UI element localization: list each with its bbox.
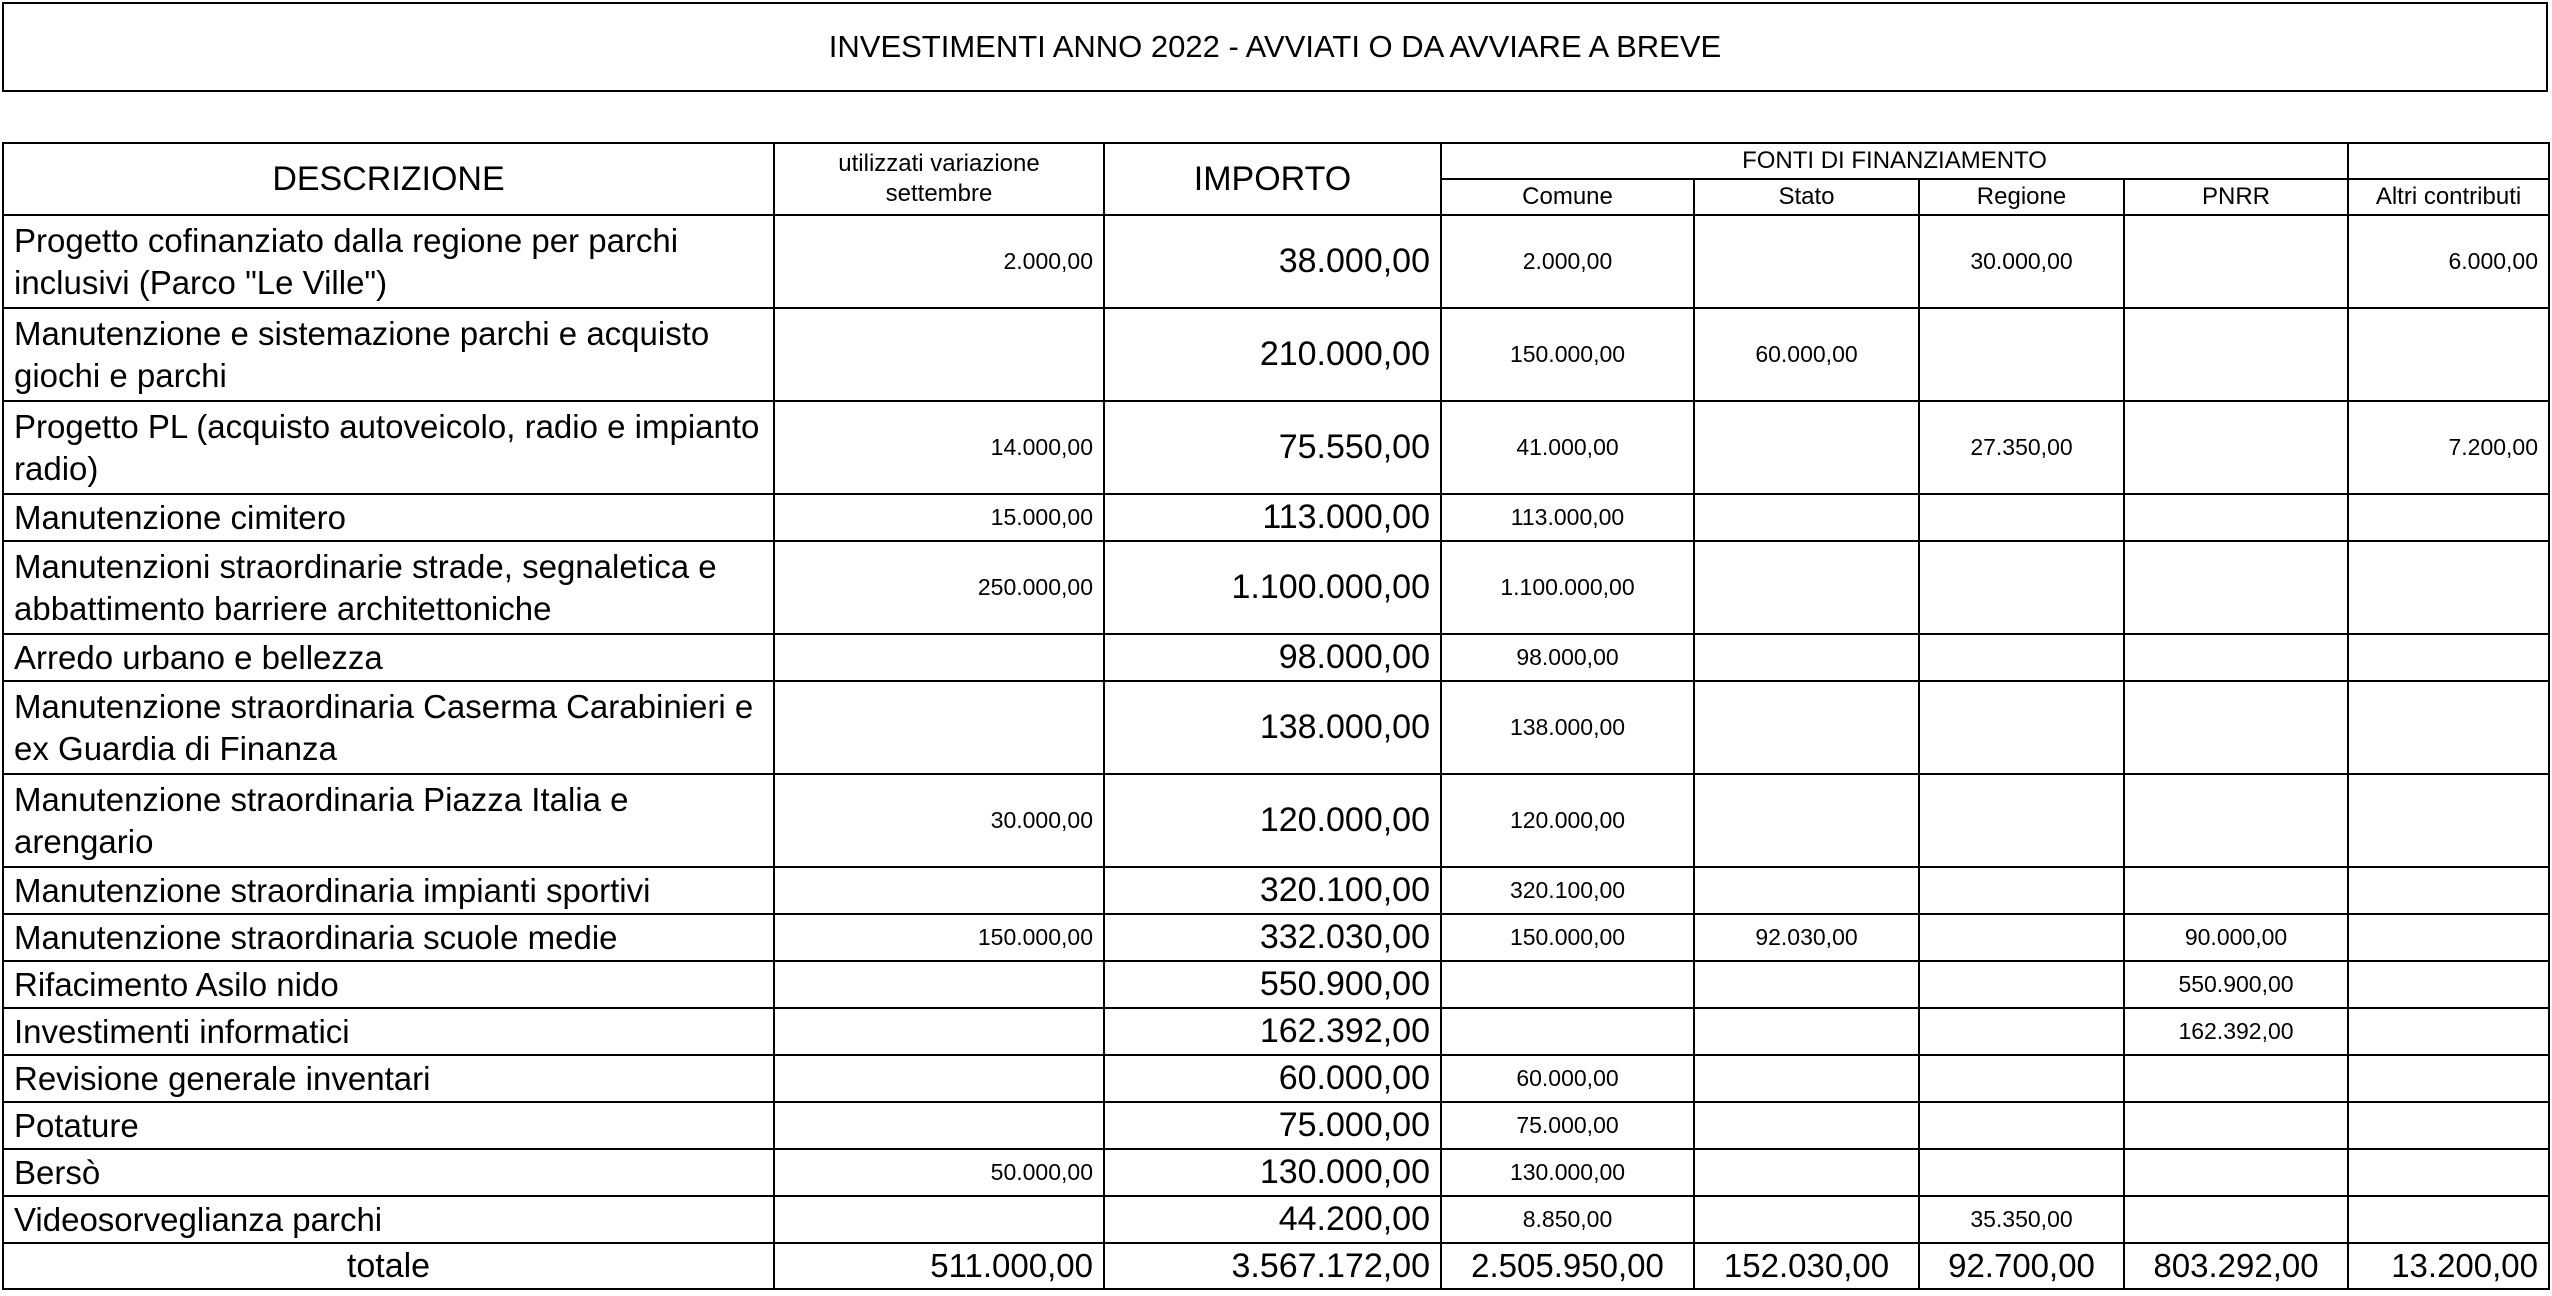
table-row [3, 1149, 2549, 1196]
cell-stato [1694, 867, 1919, 914]
cell-importo: 138.000,00 [1104, 681, 1441, 774]
cell-comune: 150.000,00 [1441, 914, 1694, 961]
cell-importo: 1.100.000,00 [1104, 541, 1441, 634]
table-row [3, 914, 2549, 961]
cell-stato [1694, 1196, 1919, 1243]
cell-descrizione: Bersò [3, 1149, 774, 1196]
cell-regione [1919, 914, 2124, 961]
cell-utilizzati [774, 1055, 1104, 1102]
cell-comune: 8.850,00 [1441, 1196, 1694, 1243]
cell-altri [2348, 541, 2549, 634]
cell-stato [1694, 541, 1919, 634]
cell-comune: 41.000,00 [1441, 401, 1694, 494]
cell-importo: 210.000,00 [1104, 308, 1441, 401]
cell-utilizzati [774, 961, 1104, 1008]
cell-comune: 130.000,00 [1441, 1149, 1694, 1196]
cell-descrizione: Manutenzione straordinaria scuole medie [3, 914, 774, 961]
cell-altri [2348, 961, 2549, 1008]
cell-stato [1694, 1102, 1919, 1149]
cell-utilizzati [774, 1196, 1104, 1243]
cell-pnrr [2124, 681, 2348, 774]
table-row [3, 541, 2549, 634]
cell-regione [1919, 541, 2124, 634]
cell-pnrr [2124, 494, 2348, 541]
table-row [3, 681, 2549, 774]
table-row [3, 494, 2549, 541]
cell-altri [2348, 681, 2549, 774]
cell-descrizione: Manutenzioni straordinarie strade, segnaletica e abbattimento barriere architettoniche [3, 541, 774, 634]
header-stato: Stato [1694, 179, 1919, 215]
total-regione: 92.700,00 [1919, 1243, 2124, 1289]
cell-utilizzati [774, 681, 1104, 774]
header-pnrr: PNRR [2124, 179, 2348, 215]
cell-regione [1919, 1149, 2124, 1196]
cell-regione [1919, 867, 2124, 914]
cell-regione [1919, 1055, 2124, 1102]
cell-importo: 120.000,00 [1104, 774, 1441, 867]
cell-descrizione: Manutenzione cimitero [3, 494, 774, 541]
cell-importo: 162.392,00 [1104, 1008, 1441, 1055]
header-fonti-finanziamento: FONTI DI FINANZIAMENTO [1441, 143, 2348, 179]
cell-altri [2348, 1055, 2549, 1102]
cell-utilizzati [774, 634, 1104, 681]
cell-descrizione: Manutenzione straordinaria Caserma Carabinieri e ex Guardia di Finanza [3, 681, 774, 774]
totals-row [3, 1243, 2549, 1289]
cell-importo: 113.000,00 [1104, 494, 1441, 541]
cell-comune: 120.000,00 [1441, 774, 1694, 867]
cell-regione [1919, 681, 2124, 774]
cell-altri [2348, 1149, 2549, 1196]
investments-table [2, 142, 2550, 1290]
header-importo: IMPORTO [1104, 143, 1441, 215]
cell-regione [1919, 1008, 2124, 1055]
cell-regione [1919, 1102, 2124, 1149]
cell-importo: 60.000,00 [1104, 1055, 1441, 1102]
cell-pnrr [2124, 401, 2348, 494]
table-row [3, 867, 2549, 914]
table-row [3, 1055, 2549, 1102]
cell-pnrr [2124, 1055, 2348, 1102]
cell-pnrr [2124, 1196, 2348, 1243]
table-row [3, 1196, 2549, 1243]
table-row [3, 215, 2549, 308]
cell-comune: 2.000,00 [1441, 215, 1694, 308]
cell-regione: 35.350,00 [1919, 1196, 2124, 1243]
cell-descrizione: Videosorveglianza parchi [3, 1196, 774, 1243]
cell-altri [2348, 1008, 2549, 1055]
cell-pnrr [2124, 634, 2348, 681]
cell-regione [1919, 634, 2124, 681]
cell-descrizione: Rifacimento Asilo nido [3, 961, 774, 1008]
cell-regione: 27.350,00 [1919, 401, 2124, 494]
cell-stato [1694, 401, 1919, 494]
cell-comune: 98.000,00 [1441, 634, 1694, 681]
cell-altri [2348, 914, 2549, 961]
table-row [3, 774, 2549, 867]
cell-regione [1919, 494, 2124, 541]
cell-comune: 1.100.000,00 [1441, 541, 1694, 634]
cell-descrizione: Manutenzione e sistemazione parchi e acquisto giochi e parchi [3, 308, 774, 401]
header-descrizione: DESCRIZIONE [3, 143, 774, 215]
cell-importo: 98.000,00 [1104, 634, 1441, 681]
cell-importo: 130.000,00 [1104, 1149, 1441, 1196]
cell-utilizzati [774, 1102, 1104, 1149]
table-row [3, 401, 2549, 494]
cell-utilizzati: 50.000,00 [774, 1149, 1104, 1196]
cell-stato [1694, 774, 1919, 867]
cell-descrizione: Arredo urbano e bellezza [3, 634, 774, 681]
cell-descrizione: Manutenzione straordinaria impianti sportivi [3, 867, 774, 914]
table-row [3, 634, 2549, 681]
cell-pnrr [2124, 215, 2348, 308]
header-altri-contributi: Altri contributi [2348, 179, 2549, 215]
cell-altri [2348, 867, 2549, 914]
total-importo: 3.567.172,00 [1104, 1243, 1441, 1289]
cell-comune [1441, 961, 1694, 1008]
header-regione: Regione [1919, 179, 2124, 215]
table-row [3, 1102, 2549, 1149]
cell-utilizzati: 30.000,00 [774, 774, 1104, 867]
cell-pnrr: 162.392,00 [2124, 1008, 2348, 1055]
cell-regione [1919, 774, 2124, 867]
cell-importo: 75.550,00 [1104, 401, 1441, 494]
cell-altri [2348, 634, 2549, 681]
cell-descrizione: Investimenti informatici [3, 1008, 774, 1055]
table-row [3, 308, 2549, 401]
cell-regione [1919, 308, 2124, 401]
cell-stato [1694, 1008, 1919, 1055]
cell-regione: 30.000,00 [1919, 215, 2124, 308]
cell-utilizzati [774, 1008, 1104, 1055]
cell-altri [2348, 1102, 2549, 1149]
cell-descrizione: Revisione generale inventari [3, 1055, 774, 1102]
table-row [3, 961, 2549, 1008]
totals-label: totale [3, 1243, 774, 1289]
cell-importo: 550.900,00 [1104, 961, 1441, 1008]
total-stato: 152.030,00 [1694, 1243, 1919, 1289]
cell-pnrr [2124, 1102, 2348, 1149]
cell-utilizzati: 15.000,00 [774, 494, 1104, 541]
cell-pnrr [2124, 867, 2348, 914]
cell-stato [1694, 681, 1919, 774]
cell-stato: 92.030,00 [1694, 914, 1919, 961]
header-utilizzati: utilizzati variazione settembre [774, 143, 1104, 215]
cell-utilizzati: 14.000,00 [774, 401, 1104, 494]
cell-comune: 113.000,00 [1441, 494, 1694, 541]
cell-altri [2348, 308, 2549, 401]
cell-comune: 150.000,00 [1441, 308, 1694, 401]
cell-stato [1694, 961, 1919, 1008]
cell-utilizzati: 150.000,00 [774, 914, 1104, 961]
total-altri: 13.200,00 [2348, 1243, 2549, 1289]
cell-stato: 60.000,00 [1694, 308, 1919, 401]
cell-stato [1694, 634, 1919, 681]
cell-stato [1694, 1149, 1919, 1196]
cell-descrizione: Manutenzione straordinaria Piazza Italia e arengario [3, 774, 774, 867]
header-blank [2348, 143, 2549, 179]
cell-pnrr: 550.900,00 [2124, 961, 2348, 1008]
cell-importo: 320.100,00 [1104, 867, 1441, 914]
cell-altri [2348, 774, 2549, 867]
cell-pnrr [2124, 308, 2348, 401]
cell-altri: 6.000,00 [2348, 215, 2549, 308]
cell-pnrr: 90.000,00 [2124, 914, 2348, 961]
cell-pnrr [2124, 1149, 2348, 1196]
cell-utilizzati [774, 308, 1104, 401]
cell-regione [1919, 961, 2124, 1008]
cell-utilizzati: 250.000,00 [774, 541, 1104, 634]
cell-altri [2348, 494, 2549, 541]
cell-comune: 320.100,00 [1441, 867, 1694, 914]
cell-altri [2348, 1196, 2549, 1243]
cell-stato [1694, 494, 1919, 541]
cell-altri: 7.200,00 [2348, 401, 2549, 494]
cell-descrizione: Potature [3, 1102, 774, 1149]
cell-utilizzati [774, 867, 1104, 914]
cell-importo: 332.030,00 [1104, 914, 1441, 961]
cell-descrizione: Progetto cofinanziato dalla regione per parchi inclusivi (Parco "Le Ville") [3, 215, 774, 308]
cell-comune: 138.000,00 [1441, 681, 1694, 774]
total-utilizzati: 511.000,00 [774, 1243, 1104, 1289]
cell-utilizzati: 2.000,00 [774, 215, 1104, 308]
cell-descrizione: Progetto PL (acquisto autoveicolo, radio e impianto radio) [3, 401, 774, 494]
total-pnrr: 803.292,00 [2124, 1243, 2348, 1289]
table-row [3, 1008, 2549, 1055]
cell-importo: 38.000,00 [1104, 215, 1441, 308]
total-comune: 2.505.950,00 [1441, 1243, 1694, 1289]
cell-importo: 44.200,00 [1104, 1196, 1441, 1243]
cell-comune [1441, 1008, 1694, 1055]
document-title: INVESTIMENTI ANNO 2022 - AVVIATI O DA AVVIARE A BREVE [2, 2, 2548, 92]
cell-pnrr [2124, 541, 2348, 634]
cell-comune: 60.000,00 [1441, 1055, 1694, 1102]
cell-comune: 75.000,00 [1441, 1102, 1694, 1149]
cell-stato [1694, 215, 1919, 308]
header-comune: Comune [1441, 179, 1694, 215]
cell-pnrr [2124, 774, 2348, 867]
cell-importo: 75.000,00 [1104, 1102, 1441, 1149]
cell-stato [1694, 1055, 1919, 1102]
